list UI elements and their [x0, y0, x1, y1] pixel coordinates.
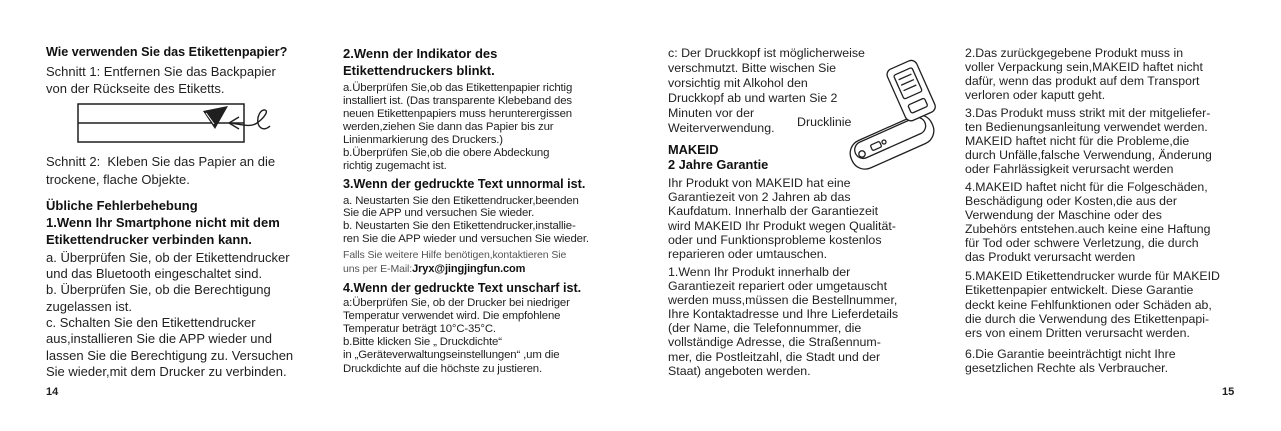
label-peel-arrow-icon: [0, 0, 1, 1]
warranty-term-1: 1.Wenn Ihr Produkt innerhalb der Garantiezeit repariert oder umgetauscht werden muss,müssen die Bestellnummer, Ihre Kontaktadresse und Ihre Lieferdetails (der Name, die Telefonnummer, die vollständige Adresse, die Straßennum- mer, die Postleitzahl, die Stadt und der Staat) angeboten werden.: [668, 265, 899, 378]
warranty-term-2: 2.Das zurückgegebene Produkt muss in voller Verpackung sein,MAKEID haftet nicht dafür, wenn das produkt auf dem Transport verloren oder kaputt geht.: [965, 46, 1203, 102]
label-usage-step-1: Schnitt 1: Entfernen Sie das Backpapier von der Rückseite des Etiketts.: [46, 64, 276, 96]
warranty-intro: Ihr Produkt von MAKEID hat eine Garantiezeit von 2 Jahren ab das Kaufdatum. Innerhalb der Garantiezeit wird MAKEID Ihr Produkt wegen Qualität- oder und Funktionsprobleme kostenlos reparieren oder umtauschen.: [668, 176, 896, 262]
label-printer-open-lid-icon: [840, 50, 940, 172]
warranty-brand: MAKEID: [668, 141, 719, 157]
support-contact: [343, 248, 566, 276]
issue-4-body-part-2: c: Der Druckkopf ist möglicherweise verschmutzt. Bitte wischen Sie vorsichtig mit Alkohol den Druckkopf ab und warten Sie 2 Minuten vor der Weiterverwendung.: [668, 45, 865, 135]
issue-2-body: a.Überprüfen Sie,ob das Etikettenpapier richtig installiert ist. (Das transparente Klebeband des neuen Etikettenpapiers muss herunterergissen werden,ziehen Sie dann das Papier bis zur Linienmarkierung des Druckers.) b.Überprüfen Sie,ob die obere Abdeckung richtig zugemacht ist.: [343, 81, 573, 172]
label-usage-step-2: Schnitt 2: Kleben Sie das Papier an die trockene, flache Objekte.: [46, 154, 276, 187]
issue-4-heading: 4.Wenn der gedruckte Text unscharf ist.: [343, 280, 582, 295]
warranty-title: 2 Jahre Garantie: [668, 156, 769, 172]
issue-4-body-part-1: a:Überprüfen Sie, ob der Drucker bei niedriger Temperatur verwendet wird. Die empfohlene Temperatur beträgt 10°C-35°C. b.Bitte klicken Sie „ Druckdichte“ in „Geräteverwaltungseinstellungen“ ,um die Druckdichte auf die höchste zu justieren.: [343, 296, 570, 375]
support-email: Jryx@jingjingfun.com: [412, 263, 526, 275]
warranty-term-3: 3.Das Produkt muss strikt mit der mitgeliefer- ten Bedienungsanleitung verwendet werden. MAKEID haftet nicht für die Probleme,die durch Unfälle,falsche Verwendung, Änderung oder Fahrlässigkeit verursacht werden: [965, 106, 1212, 176]
page-number-left: 14: [46, 386, 59, 398]
issue-3-body: a. Neustarten Sie den Etikettendrucker,beenden Sie die APP und versuchen Sie wieder. b. Neustarten Sie den Etikettendrucker,installie- ren Sie die APP wieder und versuchen Sie wieder.: [343, 194, 589, 245]
issue-2-heading: 2.Wenn der Indikator des Etikettendruckers blinkt.: [343, 45, 498, 78]
issue-1-body: a. Überprüfen Sie, ob der Etikettendrucker und das Bluetooth eingeschaltet sind. b. Überprüfen Sie, ob die Berechtigung zugelassen ist. c. Schalten Sie den Etikettendrucker aus,installieren Sie die APP wieder und lassen Sie die Berechtigung zu. Versuchen Sie wieder,mit dem Drucker zu verbinden.: [46, 249, 294, 379]
support-contact-text: Falls Sie weitere Hilfe benötigen,kontaktieren Sie uns per E-Mail:: [343, 249, 567, 275]
warranty-term-5: 5.MAKEID Etikettendrucker wurde für MAKEID Etikettenpapier entwickelt. Diese Garantie deckt keine Fehlfunktionen oder Schäden ab, die durch die Verwendung des Etikettenpapi- ers von einem Dritten verursacht werden.: [965, 269, 1220, 340]
warranty-term-6: 6.Die Garantie beeinträchtigt nicht Ihre gesetzlichen Rechte als Verbraucher.: [965, 347, 1176, 375]
troubleshooting-title: Übliche Fehlerbehebung: [46, 197, 198, 213]
warranty-term-4: 4.MAKEID haftet nicht für die Folgeschäden, Beschädigung oder Kosten,die aus der Verwendung der Maschine oder des Zubehörs entstehen.auch keine eine Haftung für Tod oder schwere Verletzung, die durch das Produkt verursacht werden: [965, 180, 1211, 264]
issue-3-heading: 3.Wenn der gedruckte Text unnormal ist.: [343, 176, 586, 191]
issue-1-heading: 1.Wenn Ihr Smartphone nicht mit dem Etikettendrucker verbinden kann.: [46, 214, 280, 247]
page-number-right: 15: [1222, 386, 1235, 398]
print-line-label: Drucklinie: [797, 114, 852, 129]
label-usage-title: Wie verwenden Sie das Etikettenpapier?: [46, 45, 288, 59]
